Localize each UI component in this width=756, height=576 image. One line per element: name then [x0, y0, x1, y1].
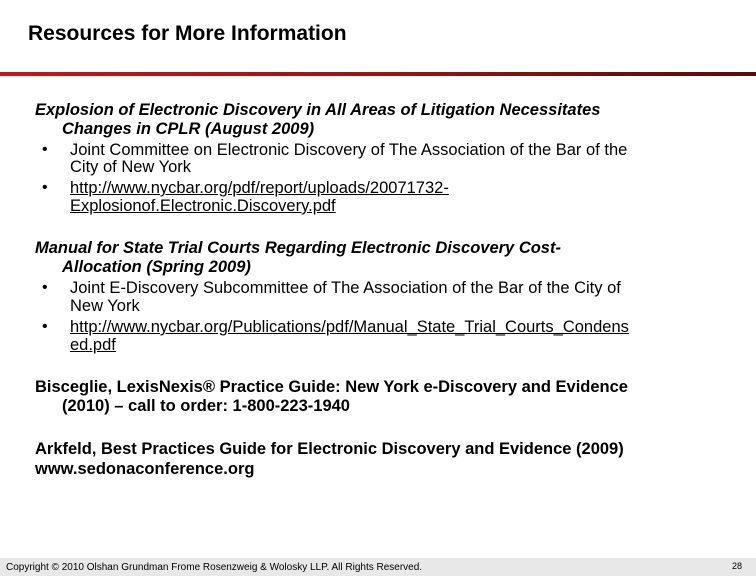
resource-line: Bisceglie, LexisNexis® Practice Guide: New York e-Discovery and Evidence [35, 378, 628, 396]
bullet-icon: • [42, 179, 48, 196]
bullet-icon: • [42, 279, 48, 296]
heading-line: Changes in CPLR (August 2009) [62, 120, 315, 138]
resource-line: (2010) – call to order: 1-800-223-1940 [62, 397, 350, 415]
heading-line: Explosion of Electronic Discovery in All Areas of Litigation Necessitates [35, 101, 601, 119]
bullet-text: Joint Committee on Electronic Discovery of The Association of the Bar of the [70, 141, 628, 159]
bullet-text: New York [70, 297, 140, 315]
footer [0, 558, 756, 576]
link[interactable]: ed.pdf [70, 336, 116, 354]
page-title: Resources for More Information [28, 22, 347, 45]
heading-line: Manual for State Trial Courts Regarding Electronic Discovery Cost- [35, 239, 561, 257]
title-divider [0, 72, 756, 76]
page-number: 28 [731, 561, 742, 571]
link[interactable]: http://www.nycbar.org/Publications/pdf/Manual_State_Trial_Courts_Condens [70, 318, 629, 336]
bullet-icon: • [42, 141, 48, 158]
link[interactable]: Explosionof.Electronic.Discovery.pdf [70, 197, 336, 215]
bullet-text: City of New York [70, 158, 192, 176]
link[interactable]: http://www.nycbar.org/pdf/report/uploads/20071732- [70, 179, 449, 197]
bullet-text: Joint E-Discovery Subcommittee of The Association of the Bar of the City of [70, 279, 621, 297]
bullet-icon: • [42, 318, 48, 335]
resource-line: www.sedonaconference.org [35, 460, 255, 478]
resource-line: Arkfeld, Best Practices Guide for Electronic Discovery and Evidence (2009) [35, 440, 624, 458]
heading-line: Allocation (Spring 2009) [62, 258, 251, 276]
copyright: Copyright © 2010 Olshan Grundman Frome Rosenzweig & Wolosky LLP. All Rights Reserved. [6, 562, 423, 573]
